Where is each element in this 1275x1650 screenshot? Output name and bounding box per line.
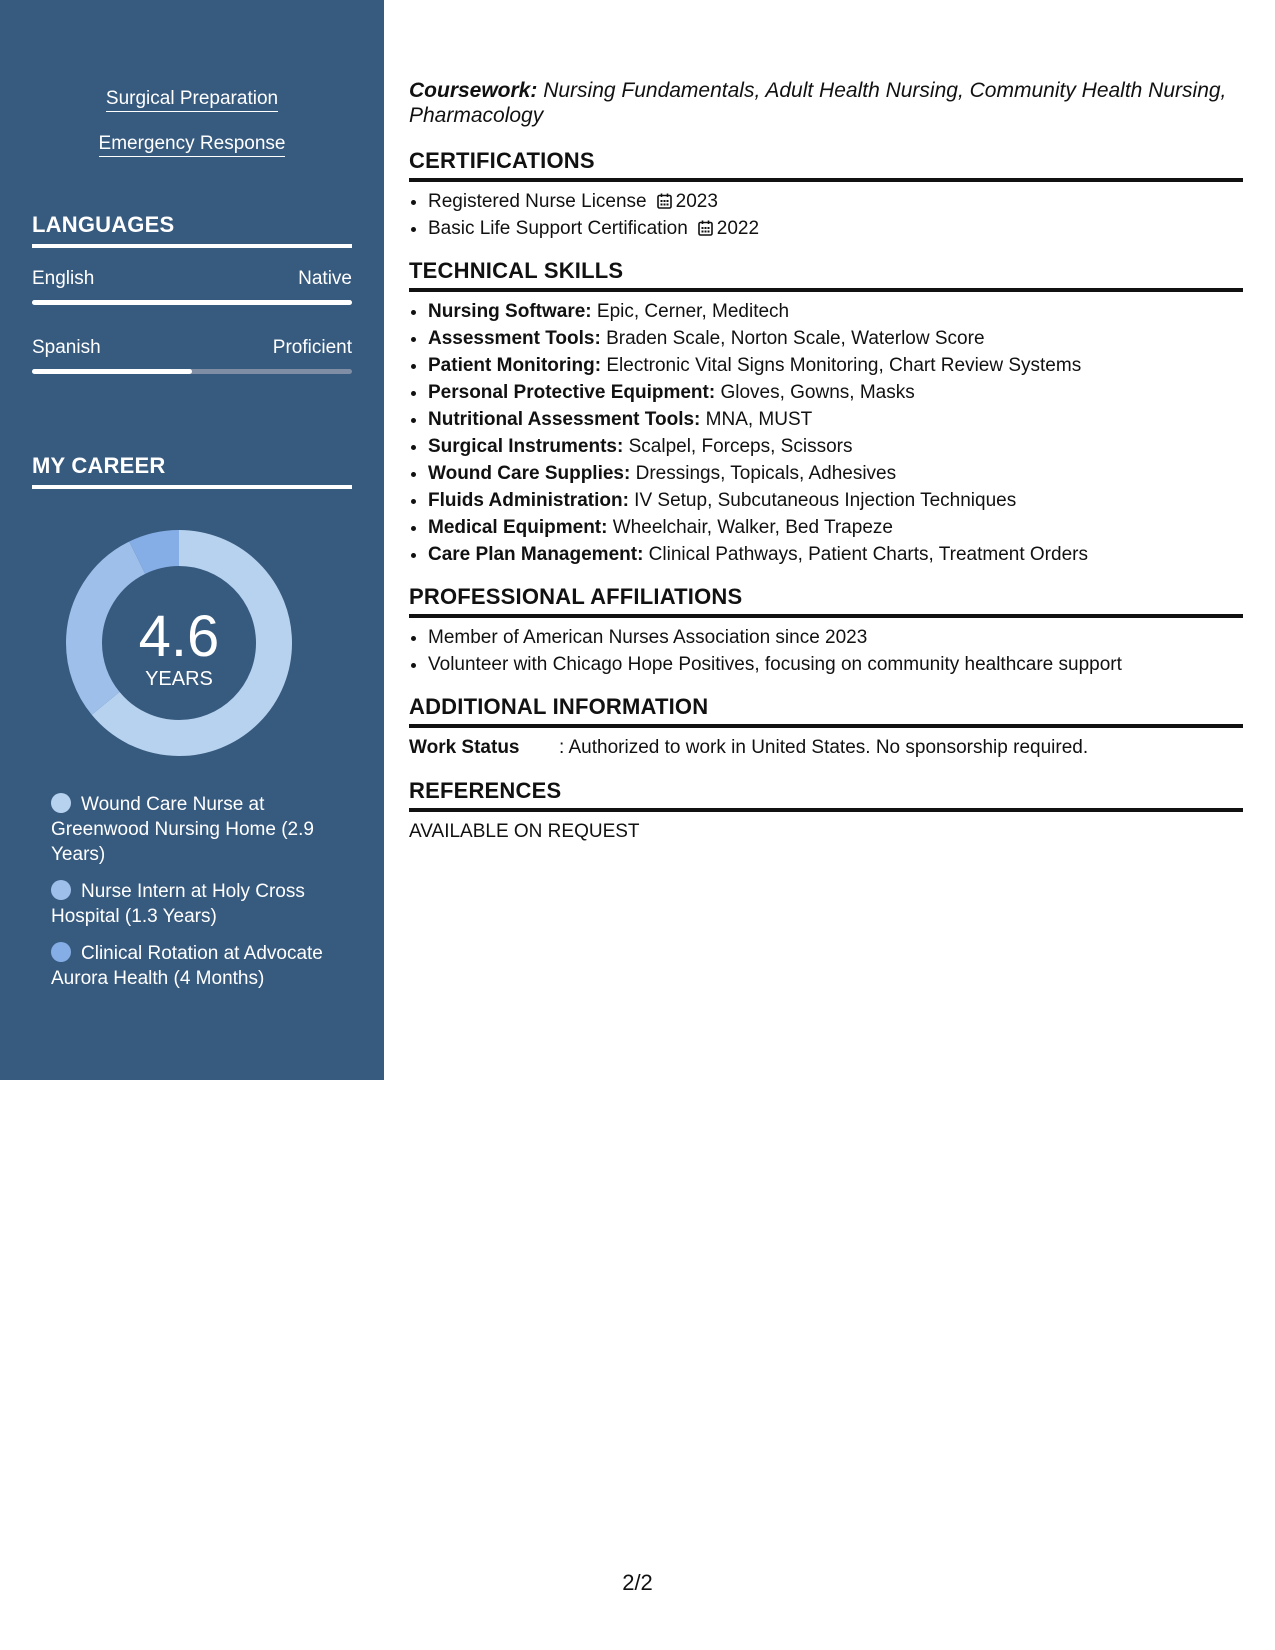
legend-dot bbox=[51, 880, 71, 900]
career-total-unit: YEARS bbox=[145, 668, 213, 690]
skill-category: Patient Monitoring: bbox=[428, 355, 602, 376]
language-bar-fill bbox=[32, 369, 192, 374]
coursework bbox=[409, 78, 1243, 128]
language-bar-spanish bbox=[32, 369, 352, 374]
skill-values: MNA, MUST bbox=[700, 409, 813, 430]
references-heading: REFERENCES bbox=[409, 778, 1243, 812]
calendar-icon bbox=[657, 193, 672, 209]
skill-category: Fluids Administration: bbox=[428, 490, 629, 511]
skill-category: Nursing Software: bbox=[428, 301, 592, 322]
career-total-value: 4.6 bbox=[138, 604, 220, 669]
career-item-label: Nurse Intern at Holy Cross Hospital (1.3 Years) bbox=[51, 881, 305, 927]
list-item: • Member of American Nurses Association since 2023 bbox=[428, 624, 1243, 651]
list-item bbox=[428, 487, 1243, 514]
list-item bbox=[428, 325, 1243, 352]
certification-year: 2023 bbox=[675, 191, 718, 212]
list-item bbox=[428, 379, 1243, 406]
work-status-value: : Authorized to work in United States. No sponsorship required. bbox=[559, 737, 1089, 758]
skill-values: Scalpel, Forceps, Scissors bbox=[623, 436, 853, 457]
language-level: Native bbox=[298, 268, 352, 289]
work-status-label: Work Status bbox=[409, 737, 520, 758]
languages-heading: LANGUAGES bbox=[32, 212, 352, 248]
skill-values: Gloves, Gowns, Masks bbox=[715, 382, 915, 403]
language-bar-fill bbox=[32, 300, 352, 305]
list-item bbox=[428, 188, 1243, 215]
list-item bbox=[428, 514, 1243, 541]
legend-dot bbox=[51, 942, 71, 962]
list-item bbox=[428, 433, 1243, 460]
skill-label: Emergency Response bbox=[99, 133, 286, 157]
skill-category: Nutritional Assessment Tools: bbox=[428, 409, 701, 430]
coursework-text: Nursing Fundamentals, Adult Health Nursing, Community Health Nursing, Pharmacology bbox=[409, 79, 1227, 127]
certification-name: Basic Life Support Certification bbox=[428, 218, 688, 239]
skill-category: Personal Protective Equipment: bbox=[428, 382, 716, 403]
skill-category: Assessment Tools: bbox=[428, 328, 601, 349]
career-donut-chart bbox=[64, 528, 294, 758]
career-heading: MY CAREER bbox=[32, 453, 352, 489]
career-item bbox=[51, 792, 341, 867]
skill-values: Electronic Vital Signs Monitoring, Chart Review Systems bbox=[601, 355, 1082, 376]
page-number: 2/2 bbox=[622, 1570, 653, 1595]
certification-year: 2022 bbox=[716, 218, 760, 239]
career-item bbox=[51, 941, 341, 991]
references-text: AVAILABLE ON REQUEST bbox=[409, 821, 640, 842]
skill-surgical-preparation[interactable] bbox=[0, 88, 384, 110]
certifications-heading: CERTIFICATIONS bbox=[409, 148, 1243, 182]
skill-emergency-response[interactable] bbox=[0, 133, 384, 155]
list-item bbox=[428, 460, 1243, 487]
language-bar-english bbox=[32, 300, 352, 305]
skill-category: Surgical Instruments: bbox=[428, 436, 624, 457]
certifications-list bbox=[409, 188, 1243, 242]
career-list bbox=[51, 792, 341, 1003]
affiliations-list bbox=[409, 624, 1243, 678]
language-name: English bbox=[32, 268, 95, 289]
skill-values: Wheelchair, Walker, Bed Trapeze bbox=[607, 517, 893, 538]
sidebar bbox=[0, 0, 384, 1080]
list-item bbox=[428, 541, 1243, 568]
skill-values: Dressings, Topicals, Adhesives bbox=[630, 463, 897, 484]
career-item-label: Wound Care Nurse at Greenwood Nursing Home (2.9 Years) bbox=[51, 794, 314, 865]
language-name: Spanish bbox=[32, 337, 101, 358]
list-item bbox=[428, 298, 1243, 325]
skill-category: Medical Equipment: bbox=[428, 517, 608, 538]
career-item-label: Clinical Rotation at Advocate Aurora Health (4 Months) bbox=[51, 943, 323, 989]
skill-values: Braden Scale, Norton Scale, Waterlow Score bbox=[600, 328, 985, 349]
skill-category: Wound Care Supplies: bbox=[428, 463, 631, 484]
technical-skills-heading: TECHNICAL SKILLS bbox=[409, 258, 1243, 292]
calendar-icon bbox=[698, 220, 713, 236]
career-item bbox=[51, 879, 341, 929]
list-item bbox=[428, 352, 1243, 379]
language-level: Proficient bbox=[272, 337, 352, 358]
list-item bbox=[428, 215, 1243, 242]
main-content bbox=[409, 78, 1243, 846]
work-status-row bbox=[409, 734, 1243, 762]
list-item bbox=[428, 406, 1243, 433]
list-item: • Volunteer with Chicago Hope Positives, focusing on community healthcare support bbox=[428, 651, 1243, 678]
certification-name: Registered Nurse License bbox=[428, 191, 647, 212]
skill-label: Surgical Preparation bbox=[106, 88, 278, 112]
legend-dot bbox=[51, 793, 71, 813]
skill-values: IV Setup, Subcutaneous Injection Techniques bbox=[628, 490, 1017, 511]
skill-category: Care Plan Management: bbox=[428, 544, 644, 565]
skill-values: Epic, Cerner, Meditech bbox=[591, 301, 790, 322]
additional-info-heading: ADDITIONAL INFORMATION bbox=[409, 694, 1243, 728]
coursework-label: Coursework: bbox=[409, 79, 538, 102]
technical-skills-list bbox=[409, 298, 1243, 568]
skill-values: Clinical Pathways, Patient Charts, Treatment Orders bbox=[643, 544, 1088, 565]
affiliations-heading: PROFESSIONAL AFFILIATIONS bbox=[409, 584, 1243, 618]
